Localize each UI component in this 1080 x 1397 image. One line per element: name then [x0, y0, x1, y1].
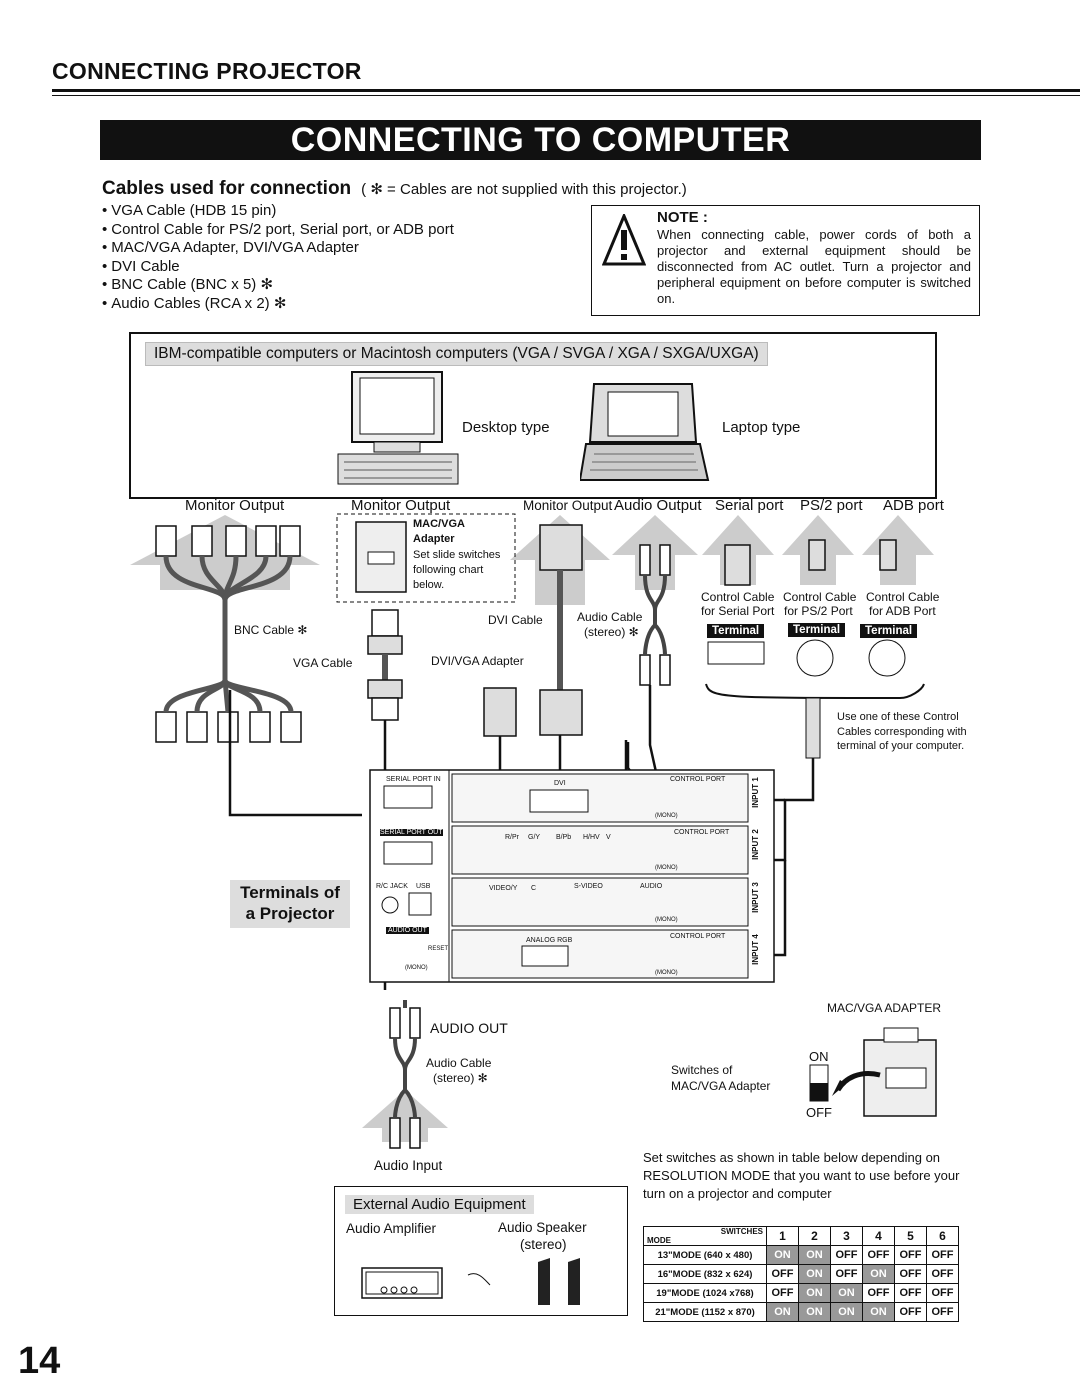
amplifier-label: Audio Amplifier — [346, 1221, 437, 1236]
list-item: • Audio Cables (RCA x 2) ✻ — [102, 295, 454, 314]
list-item: • Control Cable for PS/2 port, Serial port, or ADB port — [102, 221, 454, 240]
table-cell: OFF — [863, 1284, 895, 1303]
table-cell: OFF — [767, 1265, 799, 1284]
monitor-output-label: Monitor Output — [185, 497, 285, 514]
table-cell: OFF — [863, 1246, 895, 1265]
table-cell: OFF — [767, 1284, 799, 1303]
table-row — [644, 1303, 959, 1322]
ps2-port-label: PS/2 port — [800, 497, 863, 514]
c-label: C — [531, 885, 537, 892]
table-row — [644, 1265, 959, 1284]
b-pb-label: B/Pb — [556, 834, 572, 841]
table-cell: OFF — [895, 1246, 927, 1265]
mono-label: (MONO) — [405, 965, 428, 971]
adapter-subtitle: Adapter — [413, 533, 455, 545]
adapter-title: MAC/VGA — [413, 518, 465, 530]
adb-port-label: ADB port — [883, 497, 944, 514]
table-cell: OFF — [831, 1246, 863, 1265]
cc-adb-label: Control Cable — [866, 590, 940, 604]
adapter-text: Set slide switches following chart below. — [413, 549, 501, 591]
table-header-switches: SWITCHES — [720, 1227, 763, 1236]
vga-cable-label: VGA Cable — [293, 656, 353, 670]
switch-off-label: OFF — [806, 1105, 832, 1120]
table-cell: OFF — [895, 1284, 927, 1303]
table-cell-mode: 13"MODE (640 x 480) — [644, 1246, 767, 1265]
speaker-label: Audio Speaker — [498, 1220, 587, 1235]
input4-label: INPUT 4 — [750, 934, 760, 965]
page-number: 14 — [18, 1340, 61, 1382]
table-cell: OFF — [831, 1265, 863, 1284]
table-cell: OFF — [927, 1284, 959, 1303]
bnc-cable-label: BNC Cable ✻ — [234, 623, 308, 637]
table-col: 2 — [799, 1227, 831, 1246]
r-pr-label: R/Pr — [505, 834, 519, 841]
external-audio-box — [334, 1186, 628, 1316]
table-cell: ON — [767, 1303, 799, 1322]
terminals-title-line1: Terminals of — [240, 883, 340, 902]
audio-cable-label: Audio Cable — [577, 610, 643, 624]
cables-heading-text: Cables used for connection — [102, 178, 352, 199]
monitor-output-label: Monitor Output — [351, 497, 451, 514]
terminal-label: Terminal — [788, 623, 845, 637]
table-cell: OFF — [895, 1265, 927, 1284]
control-port-label: CONTROL PORT — [670, 933, 726, 940]
table-cell: ON — [767, 1246, 799, 1265]
svideo-label: S-VIDEO — [574, 883, 603, 890]
table-cell: ON — [863, 1303, 895, 1322]
list-item: • DVI Cable — [102, 258, 454, 277]
g-y-label: G/Y — [528, 834, 541, 841]
input2-label: INPUT 2 — [750, 829, 760, 860]
audio-cable-stereo: (stereo) ✻ — [584, 625, 639, 639]
table-cell: ON — [831, 1303, 863, 1322]
table-cell-mode: 19"MODE (1024 x768) — [644, 1284, 767, 1303]
table-header-mode — [644, 1227, 767, 1246]
page-banner: CONNECTING TO COMPUTER — [100, 120, 981, 160]
terminals-title — [230, 880, 350, 928]
mono-label: (MONO) — [655, 865, 678, 871]
table-cell: ON — [799, 1284, 831, 1303]
input1-label: INPUT 1 — [750, 777, 760, 808]
v-label: V — [606, 834, 611, 841]
monitor-output-label: Monitor Output — [523, 498, 613, 513]
table-cell: ON — [799, 1303, 831, 1322]
cables-note: ( ✻ = Cables are not supplied with this projector.) — [361, 181, 687, 198]
use-one-note: Use one of these Control Cables corresponding with terminal of your computer. — [837, 711, 967, 752]
control-port-label: CONTROL PORT — [674, 829, 730, 836]
switches-of-label: Switches of — [671, 1063, 733, 1077]
table-cell: OFF — [895, 1303, 927, 1322]
list-item: • MAC/VGA Adapter, DVI/VGA Adapter — [102, 239, 454, 258]
table-cell-mode: 21"MODE (1152 x 870) — [644, 1303, 767, 1322]
mono-label: (MONO) — [655, 970, 678, 976]
dvi-port-label: DVI — [554, 780, 566, 787]
desktop-label: Desktop type — [462, 419, 550, 436]
table-row — [644, 1284, 959, 1303]
terminal-label: Terminal — [707, 624, 764, 638]
analog-rgb-label: ANALOG RGB — [526, 937, 573, 944]
serial-in-label: SERIAL PORT IN — [386, 776, 441, 783]
terminals-title-line2: a Projector — [245, 904, 335, 923]
section-title: CONNECTING PROJECTOR — [52, 58, 362, 84]
table-col: 6 — [927, 1227, 959, 1246]
reset-label: RESET — [428, 946, 449, 952]
serial-port-label: Serial port — [715, 497, 784, 514]
note-body: When connecting cable, power cords of both a projector and external equipment should be disconnected from AC outlet. Turn a projector and peripheral equipment on before computer is switched on. — [657, 227, 971, 306]
table-cell-mode: 16"MODE (832 x 624) — [644, 1265, 767, 1284]
h-hv-label: H/HV — [583, 834, 600, 841]
mac-vga-label: MAC/VGA Adapter — [671, 1079, 771, 1093]
table-col: 3 — [831, 1227, 863, 1246]
cc-adb-label2: for ADB Port — [869, 604, 936, 618]
speaker-label2: (stereo) — [520, 1237, 567, 1252]
mac-vga-adapter-title: MAC/VGA ADAPTER — [827, 1001, 942, 1015]
table-col: 1 — [767, 1227, 799, 1246]
table-cell: OFF — [927, 1303, 959, 1322]
switch-on-label: ON — [809, 1049, 829, 1064]
cc-ps2-label: Control Cable — [783, 590, 857, 604]
serial-out-label: SERIAL PORT OUT — [380, 829, 443, 836]
list-item: • BNC Cable (BNC x 5) ✻ — [102, 276, 454, 295]
table-row — [644, 1246, 959, 1265]
external-audio-caption: External Audio Equipment — [345, 1195, 534, 1214]
list-item: • VGA Cable (HDB 15 pin) — [102, 202, 454, 221]
audio-cable-stereo: (stereo) ✻ — [433, 1071, 488, 1085]
switches-instructions: Set switches as shown in table below depending on RESOLUTION MODE that you want to use before your turn on a projector and computer — [643, 1150, 960, 1201]
usb-label: USB — [416, 883, 431, 890]
rc-jack-label: R/C JACK — [376, 883, 408, 890]
table-col: 5 — [895, 1227, 927, 1246]
table-col: 4 — [863, 1227, 895, 1246]
table-cell: ON — [799, 1246, 831, 1265]
control-port-label: CONTROL PORT — [670, 776, 726, 783]
audio-out-label: AUDIO OUT — [430, 1020, 508, 1036]
terminal-label: Terminal — [860, 624, 917, 638]
mono-label: (MONO) — [655, 813, 678, 819]
cc-serial-label: Control Cable — [701, 590, 775, 604]
dvi-adapter-label: DVI/VGA Adapter — [431, 654, 524, 668]
table-header-mode-text: MODE — [647, 1236, 671, 1245]
audio-port-label: AUDIO — [640, 883, 663, 890]
cc-serial-label2: for Serial Port — [701, 604, 775, 618]
switch-settings-table — [643, 1226, 959, 1322]
audio-out-panel-label: AUDIO OUT — [388, 927, 427, 934]
table-cell: ON — [863, 1265, 895, 1284]
table-cell: ON — [831, 1284, 863, 1303]
dvi-cable-label: DVI Cable — [488, 613, 543, 627]
video-y-label: VIDEO/Y — [489, 885, 518, 892]
audio-output-label: Audio Output — [614, 497, 702, 514]
table-cell: ON — [799, 1265, 831, 1284]
computers-caption: IBM-compatible computers or Macintosh computers (VGA / SVGA / XGA / SXGA/UXGA) — [145, 342, 768, 366]
cc-ps2-label2: for PS/2 Port — [784, 604, 853, 618]
note-title: NOTE : — [657, 209, 708, 226]
mono-label: (MONO) — [655, 917, 678, 923]
audio-cable-label: Audio Cable — [426, 1056, 492, 1070]
table-cell: OFF — [927, 1246, 959, 1265]
input3-label: INPUT 3 — [750, 882, 760, 913]
audio-input-label: Audio Input — [374, 1158, 443, 1173]
table-cell: OFF — [927, 1265, 959, 1284]
laptop-label: Laptop type — [722, 419, 801, 436]
